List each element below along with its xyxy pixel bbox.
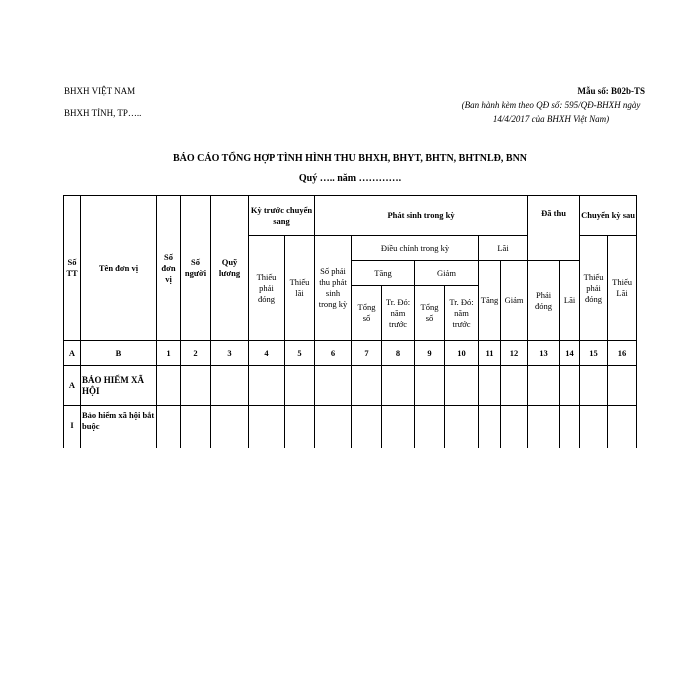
header-ten-don-vi: Tên đơn vị [81, 196, 157, 341]
header-kt-thieu-phai-dong: Thiếu phải đóng [249, 236, 285, 341]
index-cell: 13 [528, 341, 560, 366]
report-table [63, 195, 637, 448]
header-trdo-tang: Tr. Đó: năm trước [382, 286, 415, 341]
report-title: BÁO CÁO TỔNG HỢP TÌNH HÌNH THU BHXH, BHYT, BHTN, BHTNLĐ, BNN [172, 153, 528, 164]
index-cell: 4 [249, 341, 285, 366]
header-ky-truoc: Kỳ trước chuyển sang [249, 196, 315, 236]
header-ck-thieu-lai: Thiếu Lãi [608, 236, 637, 341]
index-cell: 8 [382, 341, 415, 366]
header-lai-tang: Tăng [479, 261, 501, 341]
index-cell: A [64, 341, 81, 366]
header-dt-lai: Lãi [560, 261, 580, 341]
index-cell: 7 [352, 341, 382, 366]
index-cell: 9 [415, 341, 445, 366]
index-cell: 11 [479, 341, 501, 366]
report-period: Quý ….. năm …………. [298, 173, 402, 184]
form-note: (Ban hành kèm theo QĐ số: 595/QĐ-BHXH ngày 14/4/2017 của BHXH Việt Nam) [461, 100, 641, 124]
index-cell: 16 [608, 341, 637, 366]
row-name: BẢO HIỂM XÃ HỘI [81, 366, 157, 406]
org-line-2: BHXH TỈNH, TP….. [64, 108, 142, 118]
index-cell: 10 [445, 341, 479, 366]
index-cell: 2 [181, 341, 211, 366]
index-cell: 12 [501, 341, 528, 366]
table-row [64, 406, 637, 448]
header-quy-luong: Quỹ lương [211, 196, 249, 341]
header-so-nguoi: Số người [181, 196, 211, 341]
header-da-thu: Đã thu [528, 196, 580, 261]
header-so-phai-thu: Số phải thu phát sinh trong kỳ [315, 236, 352, 341]
header-lai: Lãi [479, 236, 528, 261]
header-tong-so-tang: Tổng số [352, 286, 382, 341]
index-cell: 3 [211, 341, 249, 366]
header-stt: Số TT [64, 196, 81, 341]
index-cell: 14 [560, 341, 580, 366]
index-row [64, 341, 637, 366]
header-so-don-vi: Số đơn vị [157, 196, 181, 341]
header-chuyen-ky: Chuyển kỳ sau [580, 196, 637, 236]
header-giam: Giảm [415, 261, 479, 286]
header-tang: Tăng [352, 261, 415, 286]
header-tong-so-giam: Tổng số [415, 286, 445, 341]
org-line-1: BHXH VIỆT NAM [64, 86, 136, 96]
row-stt: I [64, 406, 81, 448]
index-cell: 15 [580, 341, 608, 366]
index-cell: B [81, 341, 157, 366]
index-cell: 5 [285, 341, 315, 366]
index-cell: 6 [315, 341, 352, 366]
header-dt-phai-dong: Phải đóng [528, 261, 560, 341]
row-name: Bảo hiểm xã hội bắt buộc [81, 406, 157, 448]
header-phat-sinh: Phát sinh trong kỳ [315, 196, 528, 236]
form-number: Mẫu số: B02b-TS [577, 86, 645, 96]
header-trdo-giam: Tr. Đó: năm trước [445, 286, 479, 341]
header-dieu-chinh: Điều chỉnh trong kỳ [352, 236, 479, 261]
row-stt: A [64, 366, 81, 406]
table-row [64, 366, 637, 406]
index-cell: 1 [157, 341, 181, 366]
header-kt-thieu-lai: Thiếu lãi [285, 236, 315, 341]
header-ck-thieu-phai-dong: Thiếu phải đóng [580, 236, 608, 341]
header-lai-giam: Giảm [501, 261, 528, 341]
